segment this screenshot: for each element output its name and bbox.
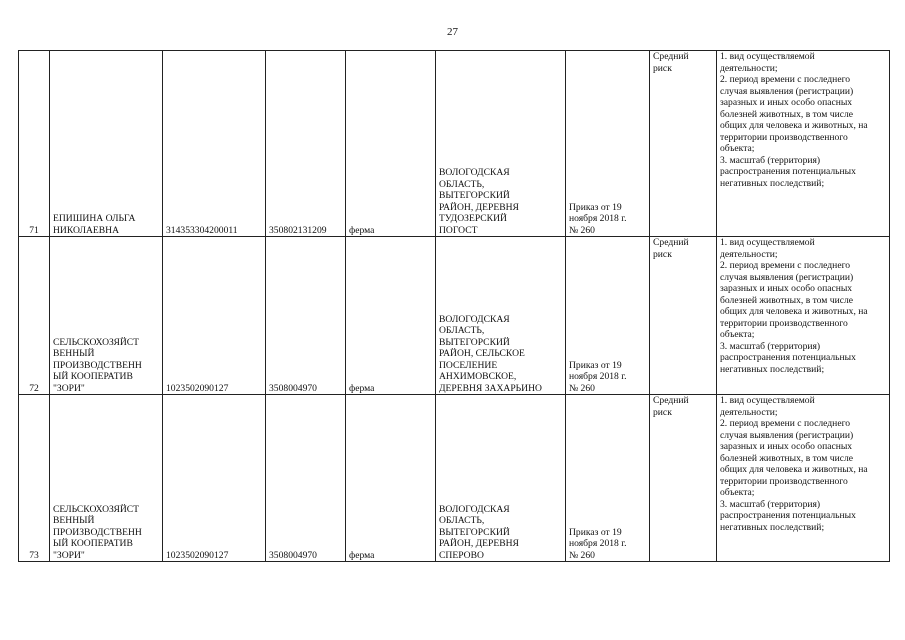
order-cell: Приказ от 19 ноября 2018 г. № 260 [566,395,650,562]
risk-criteria-cell: 1. вид осуществляемой деятельности; 2. период времени с последнего случая выявления (регистрации) заразных и иных особо опасных болезней животных, в том числе общих для человека и животных, на территории производственного объекта; 3. масштаб (территория) распространения потенциальных негативных последствий; [717,395,890,562]
ogrn-cell: 1023502090127 [163,237,266,395]
row-number: 73 [19,395,50,562]
risk-category-cell: Средний риск [650,395,717,562]
table-row [19,395,890,562]
address-cell: ВОЛОГОДСКАЯ ОБЛАСТЬ, ВЫТЕГОРСКИЙ РАЙОН, ДЕРЕВНЯ СПЕРОВО [436,395,566,562]
address-cell: ВОЛОГОДСКАЯ ОБЛАСТЬ, ВЫТЕГОРСКИЙ РАЙОН, ДЕРЕВНЯ ТУДОЗЕРСКИЙ ПОГОСТ [436,51,566,237]
object-type-cell: ферма [346,237,436,395]
risk-category-cell: Средний риск [650,237,717,395]
ogrn-cell: 314353304200011 [163,51,266,237]
order-cell: Приказ от 19 ноября 2018 г. № 260 [566,237,650,395]
risk-criteria-cell: 1. вид осуществляемой деятельности; 2. период времени с последнего случая выявления (регистрации) заразных и иных особо опасных болезней животных, в том числе общих для человека и животных, на территории производственного объекта; 3. масштаб (территория) распространения потенциальных негативных последствий; [717,237,890,395]
object-type-cell: ферма [346,51,436,237]
ogrn-cell: 1023502090127 [163,395,266,562]
order-cell: Приказ от 19 ноября 2018 г. № 260 [566,51,650,237]
inn-cell: 3508004970 [266,395,346,562]
row-number: 71 [19,51,50,237]
address-cell: ВОЛОГОДСКАЯ ОБЛАСТЬ, ВЫТЕГОРСКИЙ РАЙОН, СЕЛЬСКОЕ ПОСЕЛЕНИЕ АНХИМОВСКОЕ, ДЕРЕВНЯ ЗАХАРЬИНО [436,237,566,395]
organization-name: СЕЛЬСКОХОЗЯЙСТ ВЕННЫЙ ПРОИЗВОДСТВЕНН ЫЙ КООПЕРАТИВ "ЗОРИ" [50,237,163,395]
risk-category-cell: Средний риск [650,51,717,237]
registry-table [18,50,890,562]
object-type-cell: ферма [346,395,436,562]
organization-name: СЕЛЬСКОХОЗЯЙСТ ВЕННЫЙ ПРОИЗВОДСТВЕНН ЫЙ КООПЕРАТИВ "ЗОРИ" [50,395,163,562]
inn-cell: 350802131209 [266,51,346,237]
organization-name: ЕПИШИНА ОЛЬГА НИКОЛАЕВНА [50,51,163,237]
row-number: 72 [19,237,50,395]
inn-cell: 3508004970 [266,237,346,395]
risk-criteria-cell: 1. вид осуществляемой деятельности; 2. период времени с последнего случая выявления (регистрации) заразных и иных особо опасных болезней животных, в том числе общих для человека и животных, на территории производственного объекта; 3. масштаб (территория) распространения потенциальных негативных последствий; [717,51,890,237]
table-row [19,51,890,237]
page-number: 27 [447,26,458,38]
table-row [19,237,890,395]
